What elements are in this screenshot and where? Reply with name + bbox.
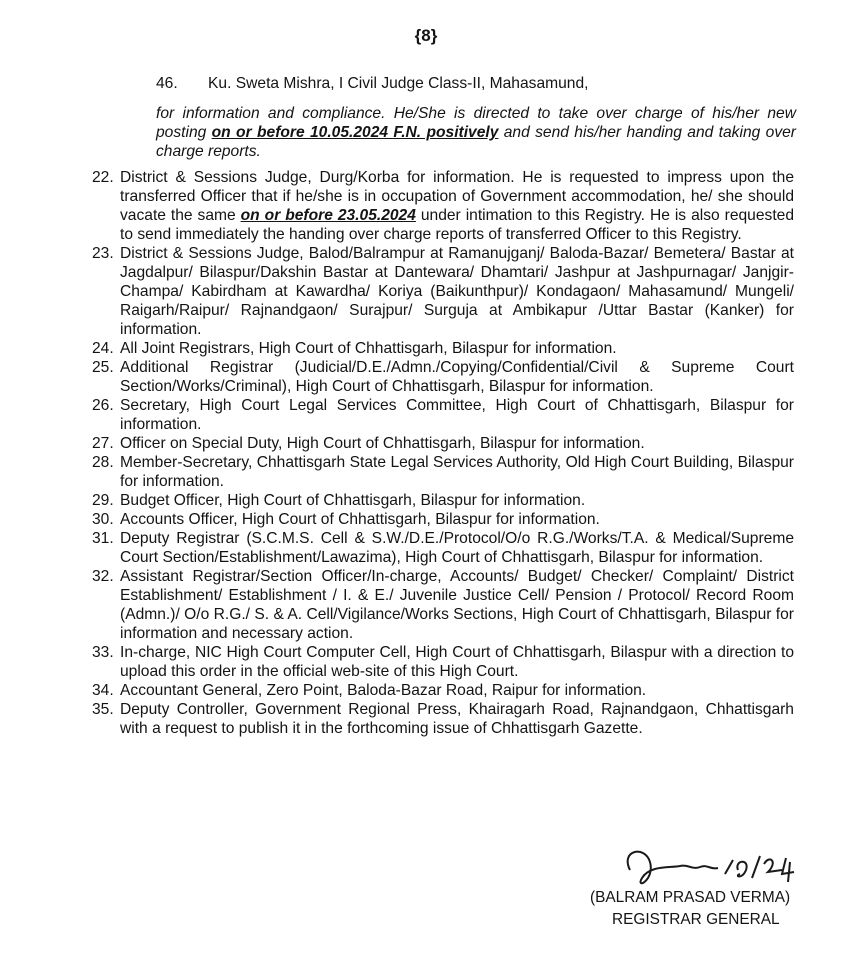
- signatory-title: REGISTRAR GENERAL: [612, 911, 780, 928]
- list-item-number: 33.: [92, 644, 114, 661]
- list-item-text: [120, 453, 794, 491]
- list-item-number: 28.: [92, 454, 114, 471]
- list-item-text: [120, 510, 794, 529]
- list-item-text-main: District & Sessions Judge, Durg/Korba for information. He is requested to impress upon the transferred Officer that if he/she is in occupation of Government accommodation, he/ she should vacate the same: [120, 169, 794, 224]
- compliance-text-2: and send his/her handing and taking over charge reports.: [156, 124, 796, 160]
- list-item-text: [120, 529, 794, 567]
- list-item-text: [120, 358, 794, 396]
- list-item-text-main: All Joint Registrars, High Court of Chhattisgarh, Bilaspur for information.: [120, 340, 617, 357]
- signature-block: [560, 840, 830, 950]
- list-item-text: [120, 567, 794, 643]
- list-item: [92, 339, 794, 358]
- list-item: [92, 168, 794, 244]
- list-item-number: 23.: [92, 245, 114, 262]
- list-item-number: 29.: [92, 492, 114, 509]
- list-item-number: 25.: [92, 359, 114, 376]
- list-item-number: 35.: [92, 701, 114, 718]
- list-item: [92, 396, 794, 434]
- compliance-text-1: for information and compliance. He/She is directed to take over charge of his/her new posting: [156, 105, 796, 141]
- list-item-text: [120, 244, 794, 339]
- item-46-text: Ku. Sweta Mishra, I Civil Judge Class-II, Mahasamund,: [208, 75, 589, 92]
- signatory-name: (BALRAM PRASAD VERMA): [590, 889, 791, 906]
- list-item-number: 34.: [92, 682, 114, 699]
- list-item: [92, 643, 794, 681]
- list-item-text: [120, 681, 794, 700]
- list-item-text-main: In-charge, NIC High Court Computer Cell, High Court of Chhattisgarh, Bilaspur with a direction to upload this order in the official web-site of this High Court.: [120, 644, 794, 680]
- list-item-text: [120, 491, 794, 510]
- copy-to-list: [92, 168, 794, 738]
- list-item: [92, 358, 794, 396]
- page-number: {8}: [414, 26, 438, 45]
- list-item-number: 22.: [92, 169, 114, 186]
- list-item: [92, 510, 794, 529]
- list-item: [92, 567, 794, 643]
- list-item: [92, 700, 794, 738]
- list-item-text: [120, 434, 794, 453]
- list-item-number: 32.: [92, 568, 114, 585]
- list-item: [92, 453, 794, 491]
- item-46-number: 46.: [156, 75, 178, 92]
- list-item-number: 31.: [92, 530, 114, 547]
- list-item-deadline: on or before 23.05.2024: [240, 207, 416, 224]
- list-item-text-main: Officer on Special Duty, High Court of Chhattisgarh, Bilaspur for information.: [120, 435, 645, 452]
- item-46: [156, 74, 806, 93]
- list-item-text-main: Budget Officer, High Court of Chhattisgarh, Bilaspur for information.: [120, 492, 586, 509]
- list-item-text: [120, 168, 794, 244]
- list-item-number: 27.: [92, 435, 114, 452]
- list-item-text-main: Deputy Registrar (S.C.M.S. Cell & S.W./D.E./Protocol/O/o R.G./Works/T.A. & Medical/Supreme Court Section/Establishment/Lawazima), High Court of Chhattisgarh, Bilaspur for information.: [120, 530, 794, 566]
- list-item-text: [120, 339, 794, 358]
- list-item-number: 26.: [92, 397, 114, 414]
- list-item-text-main: Secretary, High Court Legal Services Committee, High Court of Chhattisgarh, Bilaspur for information.: [120, 397, 794, 433]
- list-item-text-main: Additional Registrar (Judicial/D.E./Admn./Copying/Confidential/Civil & Supreme Court Section/Works/Criminal), High Court of Chhattisgarh, Bilaspur for information.: [120, 359, 794, 395]
- list-item: [92, 434, 794, 453]
- list-item-number: 30.: [92, 511, 114, 528]
- list-item: [92, 681, 794, 700]
- list-item: [92, 529, 794, 567]
- list-item: [92, 491, 794, 510]
- list-item-text-rest: under intimation to this Registry. He is also requested to send immediately the handing over charge reports of transferred Officer to this Registry.: [120, 207, 794, 243]
- list-item: [92, 244, 794, 339]
- list-item-text: [120, 700, 794, 738]
- list-item-text: [120, 643, 794, 681]
- list-item-number: 24.: [92, 340, 114, 357]
- list-item-text-main: Deputy Controller, Government Regional Press, Khairagarh Road, Rajnandgaon, Chhattisgarh with a request to publish it in the forthcoming issue of Chhattisgarh Gazette.: [120, 701, 794, 737]
- list-item-text-main: Member-Secretary, Chhattisgarh State Legal Services Authority, Old High Court Building, Bilaspur for information.: [120, 454, 794, 490]
- compliance-deadline: on or before 10.05.2024 F.N. positively: [211, 124, 499, 141]
- list-item-text-main: District & Sessions Judge, Balod/Balrampur at Ramanujganj/ Baloda-Bazar/ Bemetera/ Bastar at Jagdalpur/ Bilaspur/Dakshin Bastar at Dantewara/ Dhamtari/ Jashpur at Jashpurnagar/ Janjgir-Champa/ Kabirdham at Kawardha/ Koriya (Baikunthpur)/ Kondagaon/ Mahasamund/ Mungeli/ Raigarh/Raipur/ Rajnandgaon/ Surajpur/ Surguja at Ambikapur /Uttar Bastar (Kanker) for information.: [120, 245, 794, 338]
- list-item-text: [120, 396, 794, 434]
- list-item-text-main: Accountant General, Zero Point, Baloda-Bazar Road, Raipur for information.: [120, 682, 647, 699]
- list-item-text-main: Assistant Registrar/Section Officer/In-charge, Accounts/ Budget/ Checker/ Complaint/ District Establishment/ Establishment / I. & E./ Juvenile Justice Cell/ Pension / Protocol/ Record Room (Admn.)/ O/o R.G./ S. & A. Cell/Vigilance/Works Sections, High Court of Chhattisgarh, Bilaspur for information and necessary action.: [120, 568, 794, 642]
- compliance-paragraph: [156, 104, 796, 161]
- list-item-text-main: Accounts Officer, High Court of Chhattisgarh, Bilaspur for information.: [120, 511, 600, 528]
